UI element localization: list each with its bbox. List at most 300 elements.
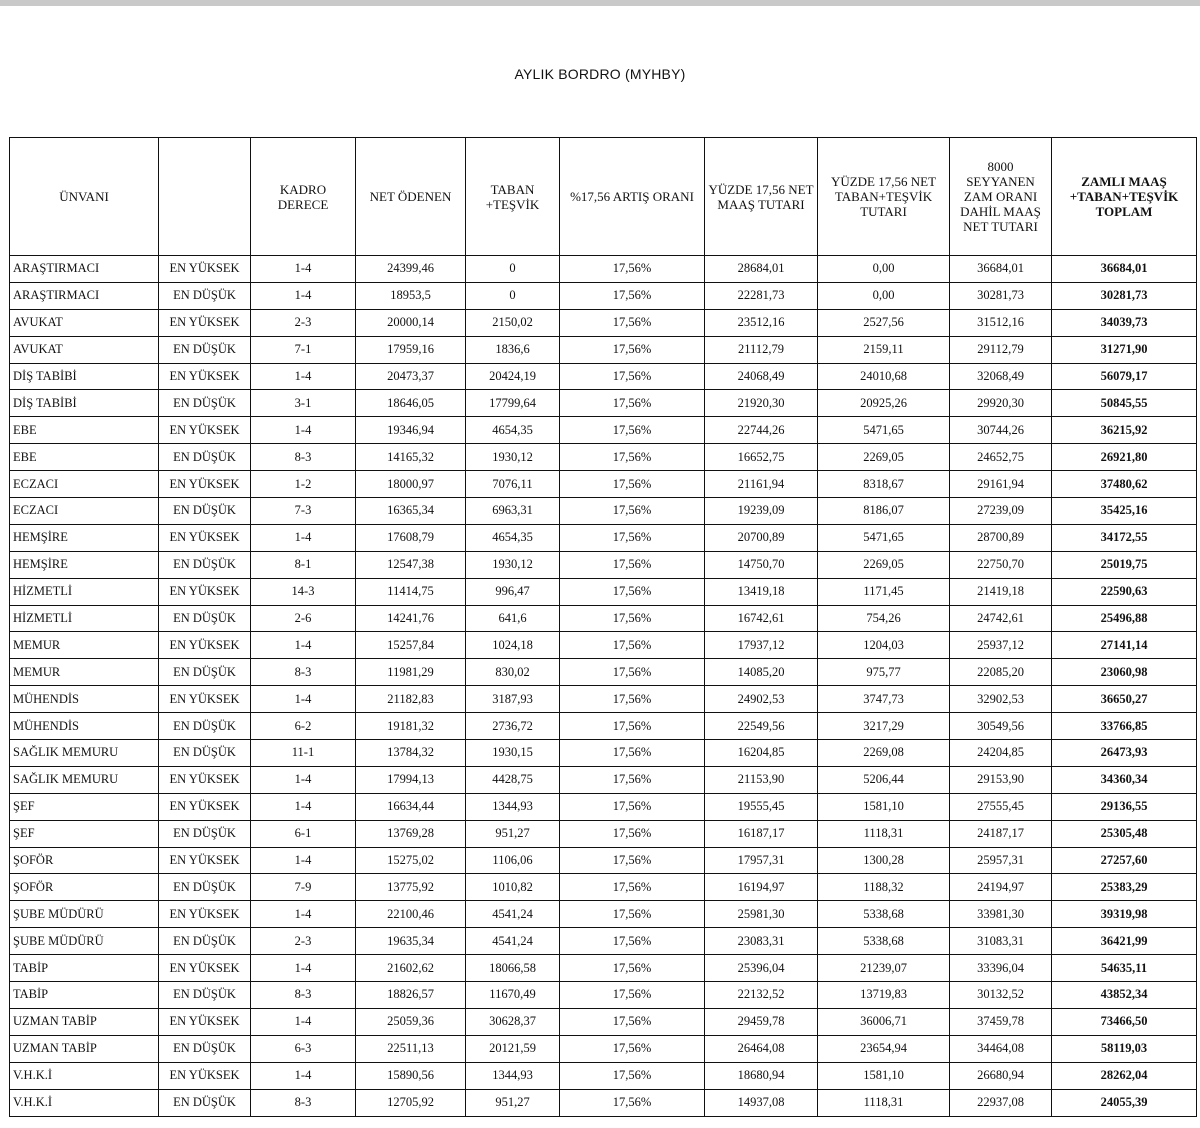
cell-kadro-derece: 1-4 <box>251 256 356 283</box>
table-row <box>10 928 1197 955</box>
cell-net-taban-tesvik-tutari: 0,00 <box>818 282 950 309</box>
cell-toplam: 33766,85 <box>1052 713 1197 740</box>
cell-net-maas-tutari: 13419,18 <box>705 578 818 605</box>
cell-seyyanen-zam-tutari: 32068,49 <box>950 363 1052 390</box>
table-row <box>10 1062 1197 1089</box>
table-row <box>10 336 1197 363</box>
cell-net-maas-tutari: 14937,08 <box>705 1089 818 1116</box>
cell-net-maas-tutari: 19555,45 <box>705 793 818 820</box>
table-row <box>10 766 1197 793</box>
cell-taban-tesvik: 0 <box>466 256 560 283</box>
cell-net-odenen: 19635,34 <box>356 928 466 955</box>
cell-taban-tesvik: 3187,93 <box>466 686 560 713</box>
cell-seyyanen-zam-tutari: 30281,73 <box>950 282 1052 309</box>
cell-seyyanen-zam-tutari: 29153,90 <box>950 766 1052 793</box>
cell-net-odenen: 16634,44 <box>356 793 466 820</box>
cell-net-maas-tutari: 16652,75 <box>705 444 818 471</box>
cell-level: EN DÜŞÜK <box>159 444 251 471</box>
cell-kadro-derece: 1-4 <box>251 524 356 551</box>
cell-net-odenen: 11981,29 <box>356 659 466 686</box>
cell-kadro-derece: 2-3 <box>251 928 356 955</box>
document-title: AYLIK BORDRO (MYHBY) <box>514 66 686 82</box>
cell-taban-tesvik: 1010,82 <box>466 874 560 901</box>
cell-taban-tesvik: 1930,12 <box>466 551 560 578</box>
cell-toplam: 35425,16 <box>1052 498 1197 525</box>
cell-kadro-derece: 6-1 <box>251 820 356 847</box>
cell-toplam: 29136,55 <box>1052 793 1197 820</box>
cell-level: EN DÜŞÜK <box>159 820 251 847</box>
cell-level: EN YÜKSEK <box>159 524 251 551</box>
table-row <box>10 444 1197 471</box>
cell-taban-tesvik: 1930,15 <box>466 740 560 767</box>
cell-level: EN YÜKSEK <box>159 1062 251 1089</box>
cell-kadro-derece: 1-4 <box>251 847 356 874</box>
table-row <box>10 417 1197 444</box>
cell-artis-orani: 17,56% <box>560 740 705 767</box>
cell-unvan: DİŞ TABİBİ <box>10 390 159 417</box>
cell-toplam: 54635,11 <box>1052 955 1197 982</box>
table-row <box>10 686 1197 713</box>
cell-net-taban-tesvik-tutari: 23654,94 <box>818 1035 950 1062</box>
cell-unvan: DİŞ TABİBİ <box>10 363 159 390</box>
table-row <box>10 632 1197 659</box>
cell-net-maas-tutari: 22132,52 <box>705 982 818 1009</box>
cell-level: EN DÜŞÜK <box>159 874 251 901</box>
cell-net-maas-tutari: 22549,56 <box>705 713 818 740</box>
cell-toplam: 34360,34 <box>1052 766 1197 793</box>
cell-net-taban-tesvik-tutari: 2159,11 <box>818 336 950 363</box>
cell-net-taban-tesvik-tutari: 5471,65 <box>818 524 950 551</box>
cell-artis-orani: 17,56% <box>560 363 705 390</box>
cell-unvan: V.H.K.İ <box>10 1089 159 1116</box>
cell-kadro-derece: 7-1 <box>251 336 356 363</box>
cell-unvan: HEMŞİRE <box>10 551 159 578</box>
cell-toplam: 50845,55 <box>1052 390 1197 417</box>
cell-artis-orani: 17,56% <box>560 793 705 820</box>
cell-net-odenen: 15890,56 <box>356 1062 466 1089</box>
cell-seyyanen-zam-tutari: 32902,53 <box>950 686 1052 713</box>
cell-net-maas-tutari: 21153,90 <box>705 766 818 793</box>
header-artis-orani: %17,56 ARTIŞ ORANI <box>560 138 705 256</box>
cell-taban-tesvik: 2150,02 <box>466 309 560 336</box>
cell-net-maas-tutari: 29459,78 <box>705 1008 818 1035</box>
header-net-taban-tesvik-tutari: YÜZDE 17,56 NET TABAN+TEŞVİK TUTARI <box>818 138 950 256</box>
cell-toplam: 25305,48 <box>1052 820 1197 847</box>
cell-net-maas-tutari: 22281,73 <box>705 282 818 309</box>
cell-net-maas-tutari: 14085,20 <box>705 659 818 686</box>
cell-net-odenen: 11414,75 <box>356 578 466 605</box>
cell-kadro-derece: 1-4 <box>251 1008 356 1035</box>
cell-net-taban-tesvik-tutari: 754,26 <box>818 605 950 632</box>
cell-toplam: 24055,39 <box>1052 1089 1197 1116</box>
cell-seyyanen-zam-tutari: 30549,56 <box>950 713 1052 740</box>
cell-net-maas-tutari: 16204,85 <box>705 740 818 767</box>
cell-toplam: 30281,73 <box>1052 282 1197 309</box>
cell-kadro-derece: 1-4 <box>251 282 356 309</box>
cell-toplam: 22590,63 <box>1052 578 1197 605</box>
cell-net-taban-tesvik-tutari: 1188,32 <box>818 874 950 901</box>
header-unvani: ÜNVANI <box>10 138 159 256</box>
cell-artis-orani: 17,56% <box>560 955 705 982</box>
cell-unvan: MÜHENDİS <box>10 686 159 713</box>
cell-unvan: ARAŞTIRMACI <box>10 282 159 309</box>
cell-net-taban-tesvik-tutari: 8186,07 <box>818 498 950 525</box>
cell-seyyanen-zam-tutari: 30132,52 <box>950 982 1052 1009</box>
cell-artis-orani: 17,56% <box>560 1089 705 1116</box>
cell-net-odenen: 20473,37 <box>356 363 466 390</box>
cell-net-taban-tesvik-tutari: 5338,68 <box>818 901 950 928</box>
cell-toplam: 27257,60 <box>1052 847 1197 874</box>
cell-net-odenen: 12547,38 <box>356 551 466 578</box>
cell-net-maas-tutari: 25396,04 <box>705 955 818 982</box>
cell-toplam: 25383,29 <box>1052 874 1197 901</box>
cell-level: EN DÜŞÜK <box>159 1035 251 1062</box>
cell-net-taban-tesvik-tutari: 2269,05 <box>818 551 950 578</box>
cell-net-taban-tesvik-tutari: 1171,45 <box>818 578 950 605</box>
cell-seyyanen-zam-tutari: 34464,08 <box>950 1035 1052 1062</box>
cell-level: EN YÜKSEK <box>159 632 251 659</box>
cell-net-odenen: 22511,13 <box>356 1035 466 1062</box>
cell-kadro-derece: 1-4 <box>251 632 356 659</box>
cell-taban-tesvik: 4541,24 <box>466 901 560 928</box>
cell-toplam: 58119,03 <box>1052 1035 1197 1062</box>
cell-artis-orani: 17,56% <box>560 390 705 417</box>
cell-kadro-derece: 3-1 <box>251 390 356 417</box>
cell-level: EN DÜŞÜK <box>159 928 251 955</box>
cell-seyyanen-zam-tutari: 29112,79 <box>950 336 1052 363</box>
cell-kadro-derece: 8-3 <box>251 1089 356 1116</box>
cell-artis-orani: 17,56% <box>560 1062 705 1089</box>
cell-artis-orani: 17,56% <box>560 605 705 632</box>
cell-net-maas-tutari: 21112,79 <box>705 336 818 363</box>
cell-level: EN YÜKSEK <box>159 1008 251 1035</box>
table-row <box>10 847 1197 874</box>
cell-unvan: ŞUBE MÜDÜRÜ <box>10 928 159 955</box>
cell-net-taban-tesvik-tutari: 1581,10 <box>818 1062 950 1089</box>
cell-seyyanen-zam-tutari: 37459,78 <box>950 1008 1052 1035</box>
header-net-maas-tutari: YÜZDE 17,56 NET MAAŞ TUTARI <box>705 138 818 256</box>
cell-net-maas-tutari: 24068,49 <box>705 363 818 390</box>
cell-artis-orani: 17,56% <box>560 982 705 1009</box>
cell-net-odenen: 19181,32 <box>356 713 466 740</box>
cell-artis-orani: 17,56% <box>560 444 705 471</box>
cell-level: EN DÜŞÜK <box>159 982 251 1009</box>
cell-artis-orani: 17,56% <box>560 928 705 955</box>
cell-level: EN YÜKSEK <box>159 578 251 605</box>
header-level <box>159 138 251 256</box>
cell-unvan: V.H.K.İ <box>10 1062 159 1089</box>
cell-toplam: 56079,17 <box>1052 363 1197 390</box>
cell-net-maas-tutari: 14750,70 <box>705 551 818 578</box>
cell-artis-orani: 17,56% <box>560 256 705 283</box>
cell-taban-tesvik: 1344,93 <box>466 793 560 820</box>
cell-toplam: 31271,90 <box>1052 336 1197 363</box>
header-row <box>10 138 1197 256</box>
table-row <box>10 713 1197 740</box>
cell-toplam: 34172,55 <box>1052 524 1197 551</box>
cell-unvan: UZMAN TABİP <box>10 1035 159 1062</box>
table-row <box>10 363 1197 390</box>
cell-unvan: MEMUR <box>10 632 159 659</box>
cell-level: EN DÜŞÜK <box>159 336 251 363</box>
cell-unvan: ECZACI <box>10 498 159 525</box>
cell-net-taban-tesvik-tutari: 5206,44 <box>818 766 950 793</box>
cell-seyyanen-zam-tutari: 29920,30 <box>950 390 1052 417</box>
cell-unvan: ŞEF <box>10 793 159 820</box>
cell-artis-orani: 17,56% <box>560 336 705 363</box>
cell-net-maas-tutari: 22744,26 <box>705 417 818 444</box>
cell-unvan: SAĞLIK MEMURU <box>10 740 159 767</box>
cell-net-maas-tutari: 24902,53 <box>705 686 818 713</box>
cell-kadro-derece: 1-4 <box>251 955 356 982</box>
table-row <box>10 1035 1197 1062</box>
cell-seyyanen-zam-tutari: 29161,94 <box>950 471 1052 498</box>
header-net-odenen: NET ÖDENEN <box>356 138 466 256</box>
cell-kadro-derece: 6-2 <box>251 713 356 740</box>
cell-unvan: SAĞLIK MEMURU <box>10 766 159 793</box>
cell-net-taban-tesvik-tutari: 1204,03 <box>818 632 950 659</box>
cell-seyyanen-zam-tutari: 28700,89 <box>950 524 1052 551</box>
cell-taban-tesvik: 17799,64 <box>466 390 560 417</box>
table-row <box>10 578 1197 605</box>
cell-toplam: 36215,92 <box>1052 417 1197 444</box>
cell-net-maas-tutari: 23512,16 <box>705 309 818 336</box>
cell-kadro-derece: 6-3 <box>251 1035 356 1062</box>
cell-net-taban-tesvik-tutari: 21239,07 <box>818 955 950 982</box>
cell-unvan: HİZMETLİ <box>10 578 159 605</box>
cell-net-odenen: 17608,79 <box>356 524 466 551</box>
cell-kadro-derece: 8-3 <box>251 982 356 1009</box>
cell-artis-orani: 17,56% <box>560 659 705 686</box>
cell-seyyanen-zam-tutari: 36684,01 <box>950 256 1052 283</box>
cell-net-odenen: 12705,92 <box>356 1089 466 1116</box>
cell-net-taban-tesvik-tutari: 2269,08 <box>818 740 950 767</box>
cell-seyyanen-zam-tutari: 22750,70 <box>950 551 1052 578</box>
table-row <box>10 309 1197 336</box>
table-row <box>10 740 1197 767</box>
table-row <box>10 390 1197 417</box>
cell-unvan: MÜHENDİS <box>10 713 159 740</box>
cell-net-odenen: 13784,32 <box>356 740 466 767</box>
cell-net-odenen: 13775,92 <box>356 874 466 901</box>
cell-kadro-derece: 2-6 <box>251 605 356 632</box>
cell-level: EN YÜKSEK <box>159 793 251 820</box>
cell-toplam: 34039,73 <box>1052 309 1197 336</box>
cell-net-taban-tesvik-tutari: 13719,83 <box>818 982 950 1009</box>
cell-net-maas-tutari: 18680,94 <box>705 1062 818 1089</box>
cell-net-taban-tesvik-tutari: 1581,10 <box>818 793 950 820</box>
payroll-table <box>9 137 1197 1117</box>
cell-toplam: 39319,98 <box>1052 901 1197 928</box>
cell-net-odenen: 14165,32 <box>356 444 466 471</box>
cell-taban-tesvik: 830,02 <box>466 659 560 686</box>
cell-net-odenen: 17959,16 <box>356 336 466 363</box>
cell-seyyanen-zam-tutari: 26680,94 <box>950 1062 1052 1089</box>
cell-level: EN DÜŞÜK <box>159 605 251 632</box>
cell-artis-orani: 17,56% <box>560 417 705 444</box>
cell-taban-tesvik: 1930,12 <box>466 444 560 471</box>
cell-net-odenen: 21602,62 <box>356 955 466 982</box>
cell-net-taban-tesvik-tutari: 36006,71 <box>818 1008 950 1035</box>
cell-level: EN YÜKSEK <box>159 417 251 444</box>
cell-seyyanen-zam-tutari: 27239,09 <box>950 498 1052 525</box>
cell-level: EN YÜKSEK <box>159 686 251 713</box>
cell-kadro-derece: 2-3 <box>251 309 356 336</box>
cell-net-odenen: 22100,46 <box>356 901 466 928</box>
cell-toplam: 36650,27 <box>1052 686 1197 713</box>
cell-net-maas-tutari: 16187,17 <box>705 820 818 847</box>
table-row <box>10 955 1197 982</box>
cell-taban-tesvik: 4654,35 <box>466 417 560 444</box>
cell-net-taban-tesvik-tutari: 20925,26 <box>818 390 950 417</box>
cell-kadro-derece: 8-3 <box>251 659 356 686</box>
cell-artis-orani: 17,56% <box>560 632 705 659</box>
cell-toplam: 73466,50 <box>1052 1008 1197 1035</box>
cell-taban-tesvik: 4654,35 <box>466 524 560 551</box>
table-row <box>10 874 1197 901</box>
cell-net-odenen: 25059,36 <box>356 1008 466 1035</box>
cell-toplam: 28262,04 <box>1052 1062 1197 1089</box>
cell-artis-orani: 17,56% <box>560 766 705 793</box>
cell-level: EN YÜKSEK <box>159 766 251 793</box>
cell-level: EN DÜŞÜK <box>159 713 251 740</box>
cell-artis-orani: 17,56% <box>560 282 705 309</box>
cell-unvan: TABİP <box>10 955 159 982</box>
cell-artis-orani: 17,56% <box>560 686 705 713</box>
cell-net-maas-tutari: 16742,61 <box>705 605 818 632</box>
cell-level: EN YÜKSEK <box>159 363 251 390</box>
cell-taban-tesvik: 30628,37 <box>466 1008 560 1035</box>
cell-kadro-derece: 7-9 <box>251 874 356 901</box>
cell-net-odenen: 21182,83 <box>356 686 466 713</box>
cell-unvan: AVUKAT <box>10 336 159 363</box>
cell-seyyanen-zam-tutari: 25957,31 <box>950 847 1052 874</box>
cell-toplam: 27141,14 <box>1052 632 1197 659</box>
cell-net-taban-tesvik-tutari: 3747,73 <box>818 686 950 713</box>
table-row <box>10 659 1197 686</box>
cell-level: EN DÜŞÜK <box>159 498 251 525</box>
cell-toplam: 37480,62 <box>1052 471 1197 498</box>
cell-kadro-derece: 1-4 <box>251 363 356 390</box>
cell-net-odenen: 19346,94 <box>356 417 466 444</box>
cell-net-maas-tutari: 21920,30 <box>705 390 818 417</box>
cell-taban-tesvik: 4428,75 <box>466 766 560 793</box>
cell-unvan: EBE <box>10 417 159 444</box>
cell-seyyanen-zam-tutari: 22085,20 <box>950 659 1052 686</box>
cell-artis-orani: 17,56% <box>560 498 705 525</box>
cell-net-odenen: 16365,34 <box>356 498 466 525</box>
cell-net-odenen: 18953,5 <box>356 282 466 309</box>
cell-artis-orani: 17,56% <box>560 1035 705 1062</box>
cell-artis-orani: 17,56% <box>560 1008 705 1035</box>
table-row <box>10 982 1197 1009</box>
cell-artis-orani: 17,56% <box>560 551 705 578</box>
cell-level: EN YÜKSEK <box>159 847 251 874</box>
table-row <box>10 1008 1197 1035</box>
cell-kadro-derece: 8-3 <box>251 444 356 471</box>
cell-net-maas-tutari: 19239,09 <box>705 498 818 525</box>
cell-seyyanen-zam-tutari: 25937,12 <box>950 632 1052 659</box>
cell-unvan: ŞEF <box>10 820 159 847</box>
cell-net-odenen: 15275,02 <box>356 847 466 874</box>
cell-taban-tesvik: 7076,11 <box>466 471 560 498</box>
cell-taban-tesvik: 6963,31 <box>466 498 560 525</box>
cell-unvan: AVUKAT <box>10 309 159 336</box>
table-row <box>10 820 1197 847</box>
cell-net-maas-tutari: 25981,30 <box>705 901 818 928</box>
cell-kadro-derece: 11-1 <box>251 740 356 767</box>
cell-unvan: ŞOFÖR <box>10 874 159 901</box>
cell-unvan: ARAŞTIRMACI <box>10 256 159 283</box>
cell-net-maas-tutari: 17937,12 <box>705 632 818 659</box>
cell-net-taban-tesvik-tutari: 5471,65 <box>818 417 950 444</box>
header-taban-tesvik: TABAN +TEŞVİK <box>466 138 560 256</box>
table-row <box>10 793 1197 820</box>
cell-net-odenen: 18826,57 <box>356 982 466 1009</box>
cell-net-taban-tesvik-tutari: 5338,68 <box>818 928 950 955</box>
cell-taban-tesvik: 4541,24 <box>466 928 560 955</box>
header-kadro-derece: KADRO DERECE <box>251 138 356 256</box>
cell-taban-tesvik: 1024,18 <box>466 632 560 659</box>
cell-toplam: 23060,98 <box>1052 659 1197 686</box>
cell-seyyanen-zam-tutari: 21419,18 <box>950 578 1052 605</box>
cell-kadro-derece: 1-4 <box>251 686 356 713</box>
cell-level: EN YÜKSEK <box>159 955 251 982</box>
cell-kadro-derece: 8-1 <box>251 551 356 578</box>
cell-taban-tesvik: 1836,6 <box>466 336 560 363</box>
cell-unvan: HİZMETLİ <box>10 605 159 632</box>
top-edge-bar <box>0 0 1200 6</box>
cell-net-maas-tutari: 26464,08 <box>705 1035 818 1062</box>
cell-artis-orani: 17,56% <box>560 524 705 551</box>
cell-kadro-derece: 1-4 <box>251 901 356 928</box>
table-row <box>10 256 1197 283</box>
cell-artis-orani: 17,56% <box>560 901 705 928</box>
cell-artis-orani: 17,56% <box>560 847 705 874</box>
cell-taban-tesvik: 996,47 <box>466 578 560 605</box>
cell-taban-tesvik: 20121,59 <box>466 1035 560 1062</box>
cell-unvan: ŞUBE MÜDÜRÜ <box>10 901 159 928</box>
cell-net-odenen: 14241,76 <box>356 605 466 632</box>
cell-unvan: ŞOFÖR <box>10 847 159 874</box>
cell-net-taban-tesvik-tutari: 2269,05 <box>818 444 950 471</box>
cell-net-taban-tesvik-tutari: 1118,31 <box>818 1089 950 1116</box>
cell-net-odenen: 15257,84 <box>356 632 466 659</box>
table-row <box>10 551 1197 578</box>
cell-net-taban-tesvik-tutari: 2527,56 <box>818 309 950 336</box>
cell-toplam: 43852,34 <box>1052 982 1197 1009</box>
cell-toplam: 36421,99 <box>1052 928 1197 955</box>
cell-net-maas-tutari: 21161,94 <box>705 471 818 498</box>
cell-seyyanen-zam-tutari: 33981,30 <box>950 901 1052 928</box>
cell-net-maas-tutari: 23083,31 <box>705 928 818 955</box>
cell-net-odenen: 18000,97 <box>356 471 466 498</box>
cell-kadro-derece: 7-3 <box>251 498 356 525</box>
cell-artis-orani: 17,56% <box>560 713 705 740</box>
cell-level: EN DÜŞÜK <box>159 390 251 417</box>
cell-seyyanen-zam-tutari: 31083,31 <box>950 928 1052 955</box>
table-row <box>10 1089 1197 1116</box>
cell-net-maas-tutari: 28684,01 <box>705 256 818 283</box>
cell-toplam: 26921,80 <box>1052 444 1197 471</box>
cell-taban-tesvik: 0 <box>466 282 560 309</box>
cell-taban-tesvik: 1106,06 <box>466 847 560 874</box>
cell-unvan: HEMŞİRE <box>10 524 159 551</box>
cell-unvan: MEMUR <box>10 659 159 686</box>
cell-level: EN YÜKSEK <box>159 256 251 283</box>
cell-toplam: 36684,01 <box>1052 256 1197 283</box>
cell-seyyanen-zam-tutari: 24204,85 <box>950 740 1052 767</box>
